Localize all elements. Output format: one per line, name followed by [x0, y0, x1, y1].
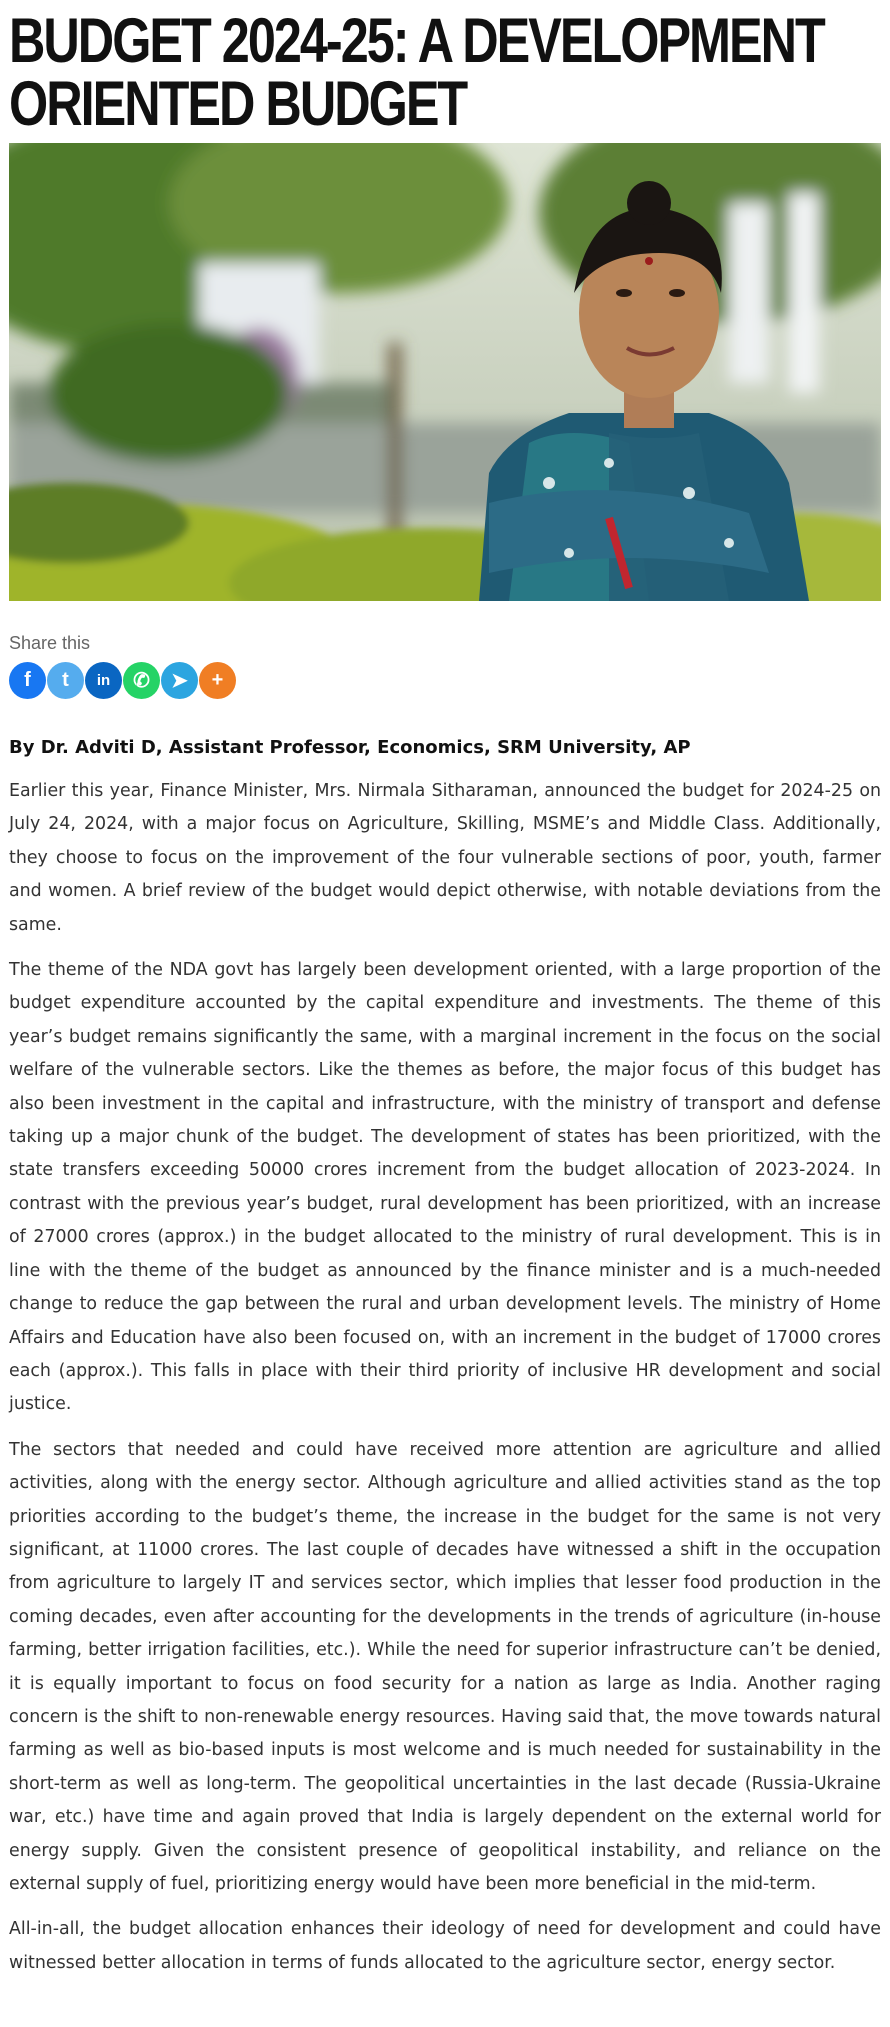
share-buttons	[9, 662, 236, 700]
telegram-icon: ➤	[171, 670, 188, 692]
author-byline: By Dr. Adviti D, Assistant Professor, Economics, SRM University, AP	[9, 737, 691, 758]
whatsapp-icon: ✆	[133, 670, 150, 692]
facebook-icon: f	[24, 669, 31, 691]
paragraph: The theme of the NDA govt has largely been development oriented, with a large proportion of the budget expenditure accounted by the capital expenditure and investments. The theme of this year’s budget remains significantly the same, with a marginal increment in the focus on the social welfare of the vulnerable sectors. Like the themes as before, the major focus of this budget has also been investment in the capital and infrastructure, with the ministry of transport and defense taking up a major chunk of the budget. The development of states has been prioritized, with the state transfers exceeding 50000 crores increment from the budget allocation of 2023-2024. In contrast with the previous year’s budget, rural development has been prioritized, with an increase of 27000 crores (approx.) in the budget allocated to the ministry of rural development. This is in line with the theme of the budget as announced by the finance minister and is a much-needed change to reduce the gap between the rural and urban development levels. The ministry of Home Affairs and Education have also been focused on, with an increment in the budget of 17000 crores each (approx.). This falls in place with their third priority of inclusive HR development and social justice.	[9, 960, 881, 1415]
article-container	[9, 0, 881, 1973]
portrait-photo-icon	[9, 143, 881, 601]
linkedin-icon: in	[96, 672, 111, 689]
twitter-share-button[interactable]	[47, 662, 84, 699]
article-body	[9, 775, 881, 1992]
twitter-icon: t	[62, 669, 69, 691]
more-share-button[interactable]	[199, 662, 236, 699]
share-label: Share this	[9, 633, 91, 653]
linkedin-share-button[interactable]	[85, 662, 122, 699]
paragraph: All-in-all, the budget allocation enhances their ideology of need for development and could have witnessed better allocation in terms of funds allocated to the agriculture sector, energy sector.	[9, 1919, 881, 1973]
telegram-share-button[interactable]	[161, 662, 198, 699]
whatsapp-share-button[interactable]	[123, 662, 160, 699]
page-title: BUDGET 2024-25: A DEVELOPMENT ORIENTED BUDGET	[9, 6, 824, 139]
hero-image	[9, 143, 881, 601]
paragraph: Earlier this year, Finance Minister, Mrs. Nirmala Sitharaman, announced the budget for 2024-25 on July 24, 2024, with a major focus on Agriculture, Skilling, MSME’s and Middle Class. Additionally, they choose to focus on the improvement of the four vulnerable sections of poor, youth, farmer and women. A brief review of the budget would depict otherwise, with notable deviations from the same.	[9, 781, 881, 935]
paragraph: The sectors that needed and could have received more attention are agriculture and allied activities, along with the energy sector. Although agriculture and allied activities stand as the top priorities according to the budget’s theme, the increase in the budget for the same is not very significant, at 11000 crores. The last couple of decades have witnessed a shift in the occupation from agriculture to largely IT and services sector, which implies that lesser food production in the coming decades, even after accounting for the developments in the trends of agriculture (in-house farming, better irrigation facilities, etc.). While the need for superior infrastructure can’t be denied, it is equally important to focus on food security for a nation as large as India. Another raging concern is the shift to non-renewable energy resources. Having said that, the move towards natural farming as well as bio-based inputs is most welcome and is much needed for sustainability in the short-term as well as long-term. The geopolitical uncertainties in the last decade (Russia-Ukraine war, etc.) have time and again proved that India is largely dependent on the external world for energy supply. Given the consistent presence of geopolitical instability, and reliance on the external supply of fuel, prioritizing energy would have been more beneficial in the mid-term.	[9, 1439, 881, 1894]
more-icon: +	[211, 669, 224, 691]
facebook-share-button[interactable]	[9, 662, 46, 699]
